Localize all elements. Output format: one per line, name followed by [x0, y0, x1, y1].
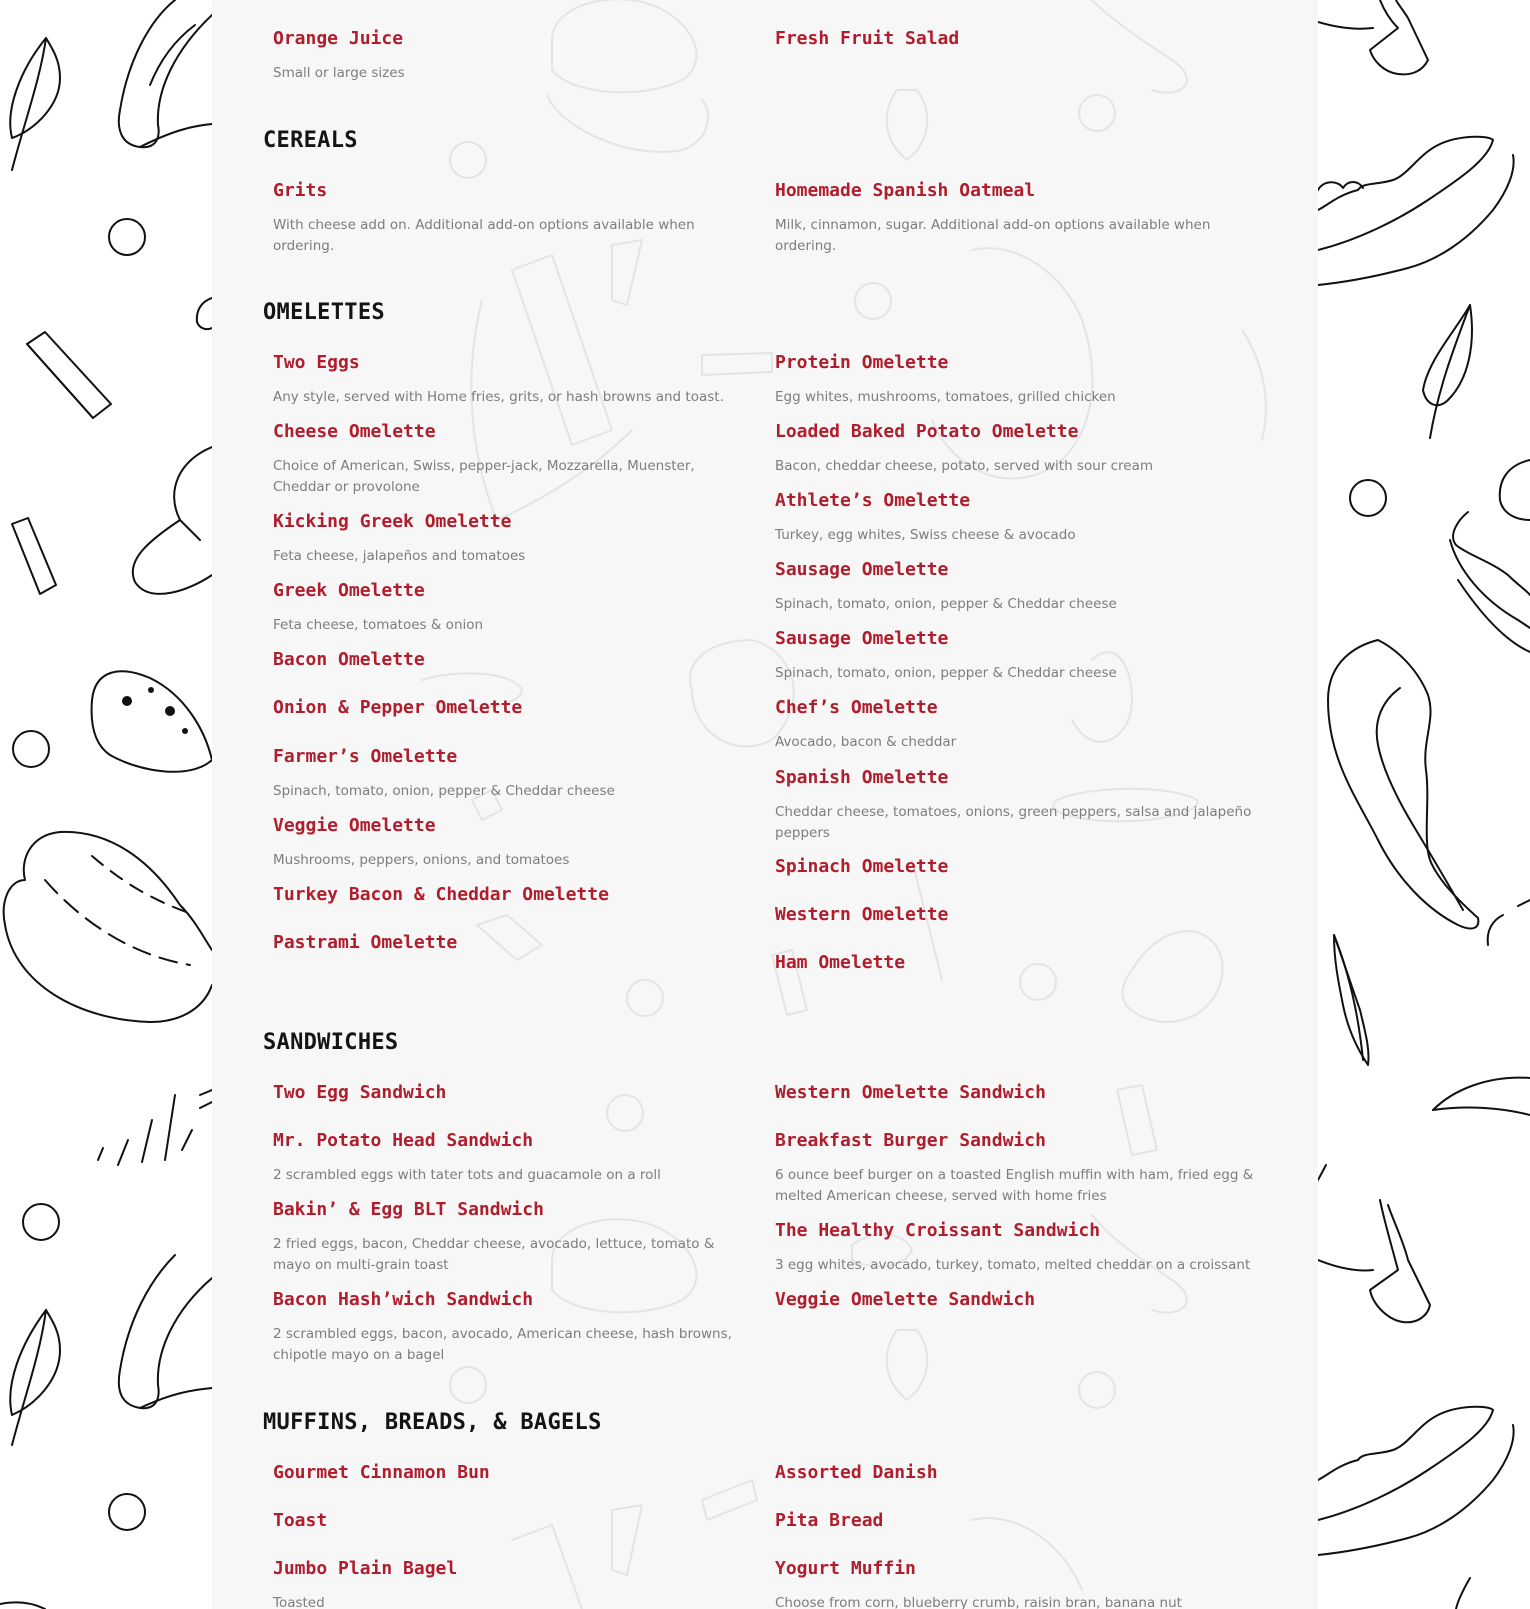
item-name: Assorted Danish — [775, 1462, 938, 1483]
section-title: MUFFINS, BREADS, & BAGELS — [263, 1410, 602, 1435]
item-description: With cheese add on. Additional add-on options available when ordering. — [273, 217, 695, 254]
item-name: Two Egg Sandwich — [273, 1082, 447, 1103]
item-name: Athlete’s Omelette — [775, 490, 971, 511]
item-description: Feta cheese, tomatoes & onion — [273, 617, 484, 633]
section-title: SANDWICHES — [263, 1030, 399, 1055]
item-description: 2 scrambled eggs with tater tots and guacamole on a roll — [273, 1167, 661, 1183]
section-title: OMELETTES — [263, 300, 385, 325]
item-name: Bakin’ & Egg BLT Sandwich — [273, 1199, 544, 1220]
item-name: Ham Omelette — [775, 952, 906, 973]
item-name: Homemade Spanish Oatmeal — [775, 180, 1036, 201]
item-name: Veggie Omelette Sandwich — [775, 1289, 1036, 1310]
item-name: The Healthy Croissant Sandwich — [775, 1220, 1101, 1241]
item-description: Milk, cinnamon, sugar. Additional add-on options available when ordering. — [775, 217, 1211, 254]
item-name: Spinach Omelette — [775, 856, 949, 877]
item-name: Chef’s Omelette — [775, 697, 938, 718]
item-name: Farmer’s Omelette — [273, 746, 458, 767]
menu-panel — [212, 0, 1318, 1609]
item-name: Kicking Greek Omelette — [273, 511, 512, 532]
item-name: Sausage Omelette — [775, 628, 949, 649]
food-doodles-left — [0, 0, 212, 1609]
item-description: Bacon, cheddar cheese, potato, served with sour cream — [775, 458, 1154, 474]
item-description: Cheddar cheese, tomatoes, onions, green peppers, salsa and jalapeño peppers — [775, 804, 1252, 841]
item-name: Veggie Omelette — [273, 815, 436, 836]
item-description: Small or large sizes — [273, 65, 405, 81]
item-description: Spinach, tomato, onion, pepper & Cheddar cheese — [273, 783, 615, 799]
item-description: Egg whites, mushrooms, tomatoes, grilled chicken — [775, 389, 1116, 405]
item-name: Turkey Bacon & Cheddar Omelette — [273, 884, 609, 905]
item-name: Western Omelette Sandwich — [775, 1082, 1046, 1103]
item-description: Mushrooms, peppers, onions, and tomatoes — [273, 852, 570, 868]
item-name: Bacon Hash’wich Sandwich — [273, 1289, 534, 1310]
item-description: Spinach, tomato, onion, pepper & Cheddar cheese — [775, 665, 1117, 681]
item-description: 2 fried eggs, bacon, Cheddar cheese, avocado, lettuce, tomato & mayo on multi-grain toast — [273, 1236, 715, 1273]
item-description: Choose from corn, blueberry crumb, raisin bran, banana nut — [775, 1595, 1182, 1609]
item-name: Two Eggs — [273, 352, 360, 373]
item-name: Loaded Baked Potato Omelette — [775, 421, 1079, 442]
item-description: 6 ounce beef burger on a toasted English muffin with ham, fried egg & melted American cheese, served with home fries — [775, 1167, 1254, 1204]
item-name: Pastrami Omelette — [273, 932, 458, 953]
item-name: Bacon Omelette — [273, 649, 425, 670]
item-name: Yogurt Muffin — [775, 1558, 916, 1579]
item-name: Mr. Potato Head Sandwich — [273, 1130, 534, 1151]
item-description: Feta cheese, jalapeños and tomatoes — [273, 548, 526, 564]
item-name: Cheese Omelette — [273, 421, 436, 442]
left-doodle-background — [0, 0, 212, 1609]
item-name: Grits — [273, 180, 328, 201]
item-description: Turkey, egg whites, Swiss cheese & avocado — [775, 527, 1076, 543]
item-description: 2 scrambled eggs, bacon, avocado, American cheese, hash browns, chipotle mayo on a bagel — [273, 1326, 732, 1363]
item-name: Western Omelette — [775, 904, 949, 925]
item-description: Toasted — [273, 1595, 325, 1609]
item-name: Jumbo Plain Bagel — [273, 1558, 458, 1579]
item-name: Spanish Omelette — [775, 767, 949, 788]
food-doodles-right — [1318, 0, 1530, 1609]
item-name: Fresh Fruit Salad — [775, 28, 960, 49]
item-description: Choice of American, Swiss, pepper-jack, Mozzarella, Muenster, Cheddar or provolone — [273, 458, 695, 495]
item-name: Greek Omelette — [273, 580, 425, 601]
item-name: Onion & Pepper Omelette — [273, 697, 523, 718]
item-name: Toast — [273, 1510, 328, 1531]
item-name: Gourmet Cinnamon Bun — [273, 1462, 490, 1483]
item-name: Pita Bread — [775, 1510, 884, 1531]
section-title: CEREALS — [263, 128, 358, 153]
right-doodle-background — [1318, 0, 1530, 1609]
item-description: Avocado, bacon & cheddar — [775, 734, 957, 750]
item-name: Orange Juice — [273, 28, 404, 49]
item-description: 3 egg whites, avocado, turkey, tomato, melted cheddar on a croissant — [775, 1257, 1251, 1273]
item-name: Sausage Omelette — [775, 559, 949, 580]
item-description: Any style, served with Home fries, grits, or hash browns and toast. — [273, 389, 724, 405]
item-description: Spinach, tomato, onion, pepper & Cheddar cheese — [775, 596, 1117, 612]
item-name: Protein Omelette — [775, 352, 949, 373]
item-name: Breakfast Burger Sandwich — [775, 1130, 1046, 1151]
